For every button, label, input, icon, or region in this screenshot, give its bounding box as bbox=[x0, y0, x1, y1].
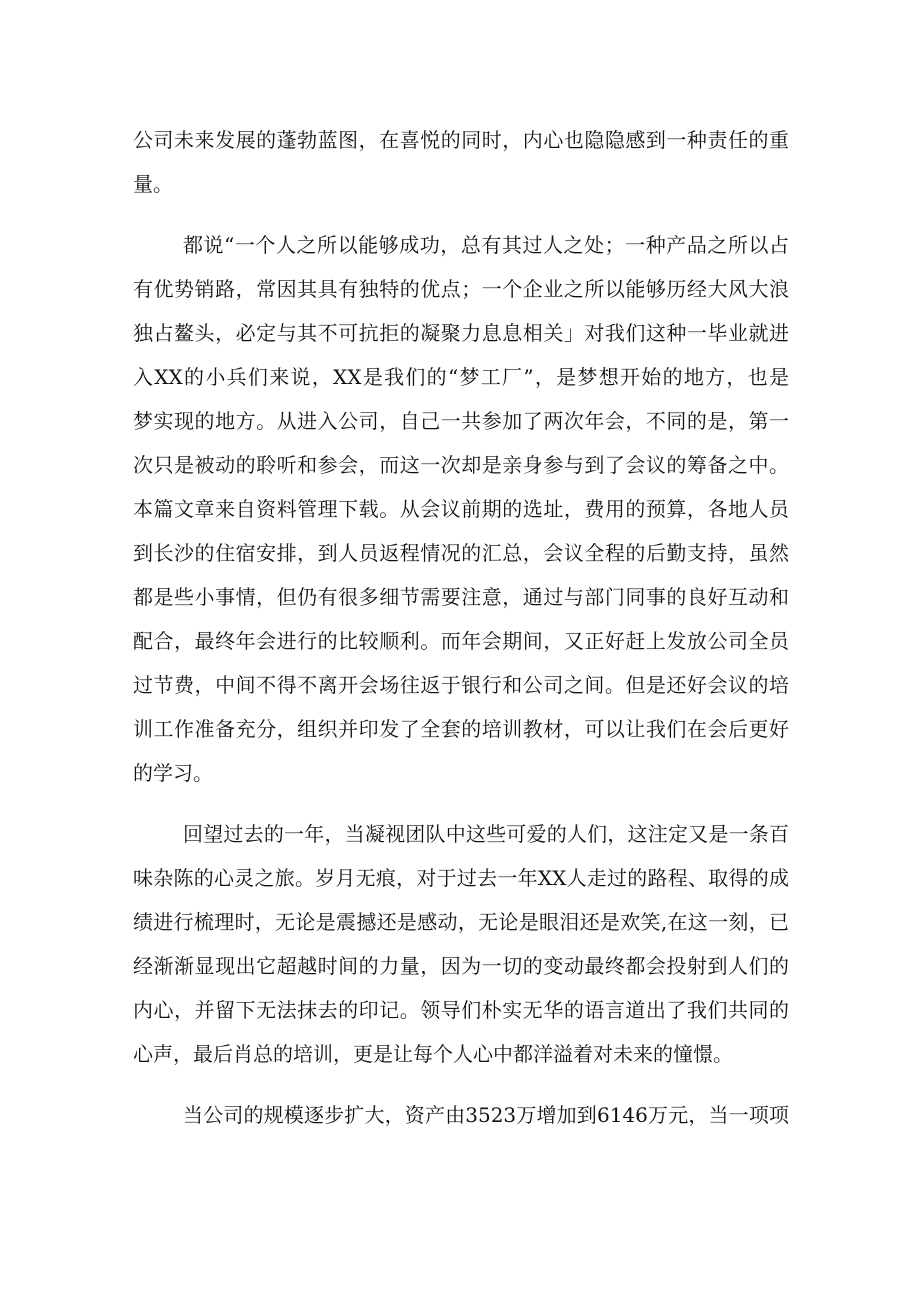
text-line: 当公司的规模逐步扩大，资产由3523万增加到6146万元，当一项项 bbox=[183, 1103, 789, 1127]
text-line: 入XX的小兵们来说，XX是我们的“梦工厂”，是梦想开始的地方，也是 bbox=[133, 365, 789, 389]
text-line: 次只是被动的聆听和参会，而这一次却是亲身参与到了会议的筹备之中。 bbox=[133, 453, 789, 477]
text-line: 心声，最后肖总的培训，更是让每个人心中都洋溢着对未来的憧憬。 bbox=[133, 1042, 733, 1066]
text-line: 独占鳌头，必定与其不可抗拒的凝聚力息息相关」对我们这种一毕业就进 bbox=[133, 321, 789, 345]
text-line: 过节费，中间不得不离开会场往返于银行和公司之间。但是还好会议的培 bbox=[133, 673, 789, 697]
text-line: 的学习。 bbox=[133, 761, 213, 785]
text-line: 训工作准备充分，组织并印发了全套的培训教材，可以让我们在会后更好 bbox=[133, 717, 789, 741]
text-line: 配合，最终年会进行的比较顺利。而年会期间，又正好赶上发放公司全员 bbox=[133, 629, 789, 653]
text-line: 本篇文章来自资料管理下载。从会议前期的选址，费用的预算，各地人员 bbox=[133, 497, 789, 521]
paragraph-1 bbox=[133, 118, 789, 206]
paragraph-3 bbox=[133, 812, 789, 1076]
text-line: 梦实现的地方。从进入公司，自己一共参加了两次年会，不同的是，第一 bbox=[133, 409, 789, 433]
document-body bbox=[133, 118, 789, 1137]
text-line: 味杂陈的心灵之旅。岁月无痕，对于过去一年XX人走过的路程、取得的成 bbox=[133, 866, 789, 890]
text-line: 内心，并留下无法抹去的印记。领导们朴实无华的语言道出了我们共同的 bbox=[133, 998, 789, 1022]
text-line: 到长沙的住宿安排，到人员返程情况的汇总，会议全程的后勤支持，虽然 bbox=[133, 541, 789, 565]
text-line: 公司未来发展的蓬勃蓝图，在喜悦的同时，内心也隐隐感到一种责任的重 bbox=[133, 128, 789, 152]
paragraph-4 bbox=[133, 1093, 789, 1137]
text-line: 量。 bbox=[133, 172, 173, 196]
text-line: 都是些小事情，但仍有很多细节需要注意，通过与部门同事的良好互动和 bbox=[133, 585, 789, 609]
text-line: 都说“一个人之所以能够成功，总有其过人之处；一种产品之所以占 bbox=[183, 233, 789, 257]
text-line: 回望过去的一年，当凝视团队中这些可爱的人们，这注定又是一条百 bbox=[183, 822, 789, 846]
text-line: 有优势销路，常因其具有独特的优点；一个企业之所以能够历经大风大浪 bbox=[133, 277, 789, 301]
text-line: 绩进行梳理时，无论是震撼还是感动，无论是眼泪还是欢笑,在这一刻，已 bbox=[133, 910, 789, 934]
text-line: 经渐渐显现出它超越时间的力量，因为一切的变动最终都会投射到人们的 bbox=[133, 954, 789, 978]
paragraph-2 bbox=[133, 223, 789, 795]
